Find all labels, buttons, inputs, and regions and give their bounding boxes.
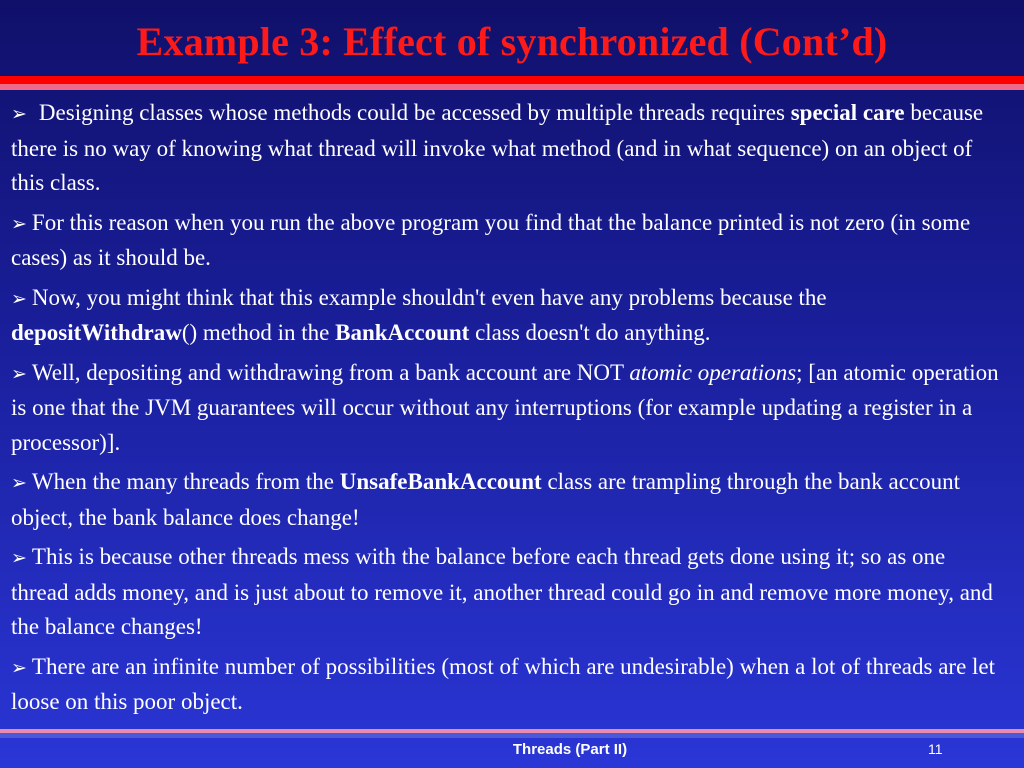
footer-divider-blue xyxy=(0,733,1024,738)
arrowhead-bullet-icon: ➢ xyxy=(11,547,27,569)
bullet-text: Designing classes whose methods could be accessed by multiple threads requires xyxy=(38,100,791,125)
footer-label: Threads (Part II) xyxy=(512,741,628,758)
title-underline-pink xyxy=(0,84,1024,90)
arrowhead-bullet-icon: ➢ xyxy=(11,362,27,385)
bullet-text: There are an infinite number of possibilities (most of which are undesirable) when a lot of threads are let loose on this poor object. xyxy=(11,653,996,714)
bullet-text: When the many threads from the xyxy=(31,469,340,494)
class-name: BankAccount xyxy=(335,320,470,345)
bullet-item xyxy=(11,206,1007,276)
italic-term: atomic operations xyxy=(629,359,797,385)
bullet-emphasis: special care xyxy=(790,100,905,125)
slide-title: Example 3: Effect of synchronized (Cont’d) xyxy=(136,19,888,64)
method-name: depositWithdraw xyxy=(11,320,182,345)
bullet-item xyxy=(11,465,1007,535)
class-name: UnsafeBankAccount xyxy=(339,469,542,494)
arrowhead-bullet-icon: ➢ xyxy=(11,103,27,125)
bullet-list xyxy=(11,96,1007,725)
bullet-item xyxy=(11,650,1007,720)
bullet-item xyxy=(11,540,1007,645)
bullet-text: ; [an atomic operation is one that the JVM guarantees will occur without any interruptions (for example updating a register in a processor)]. xyxy=(11,359,999,455)
bullet-text: because there is no way of knowing what thread will invoke what method (and in what sequence) on an object of this class. xyxy=(11,100,984,195)
bullet-item xyxy=(11,96,1007,201)
arrowhead-bullet-icon: ➢ xyxy=(11,287,27,310)
bullet-text: class are trampling through the bank account object, the bank balance does change! xyxy=(11,469,961,530)
bullet-item xyxy=(11,356,1007,461)
bullet-text: For this reason when you run the above program you find that the balance printed is not zero (in some cases) as it should be. xyxy=(11,209,971,270)
title-underline-red xyxy=(0,76,1024,84)
arrowhead-bullet-icon: ➢ xyxy=(11,212,27,235)
bullet-text: Now, you might think that this example shouldn't even have any problems because the xyxy=(31,284,827,310)
bullet-text: This is because other threads mess with the balance before each thread gets done using it; so as one thread adds money, and is just about to remove it, another thread could go in and remove more money, and the balance changes! xyxy=(11,544,993,639)
bullet-text: class doesn't do anything. xyxy=(469,320,711,345)
bullet-text: Well, depositing and withdrawing from a bank account are NOT xyxy=(31,359,630,385)
bullet-item xyxy=(11,281,1007,351)
page-number: 11 xyxy=(928,741,943,757)
title-underline xyxy=(0,76,1024,92)
bullet-text: () method in the xyxy=(181,320,336,345)
arrowhead-bullet-icon: ➢ xyxy=(11,656,27,679)
footer-divider xyxy=(0,729,1024,738)
arrowhead-bullet-icon: ➢ xyxy=(11,472,27,494)
